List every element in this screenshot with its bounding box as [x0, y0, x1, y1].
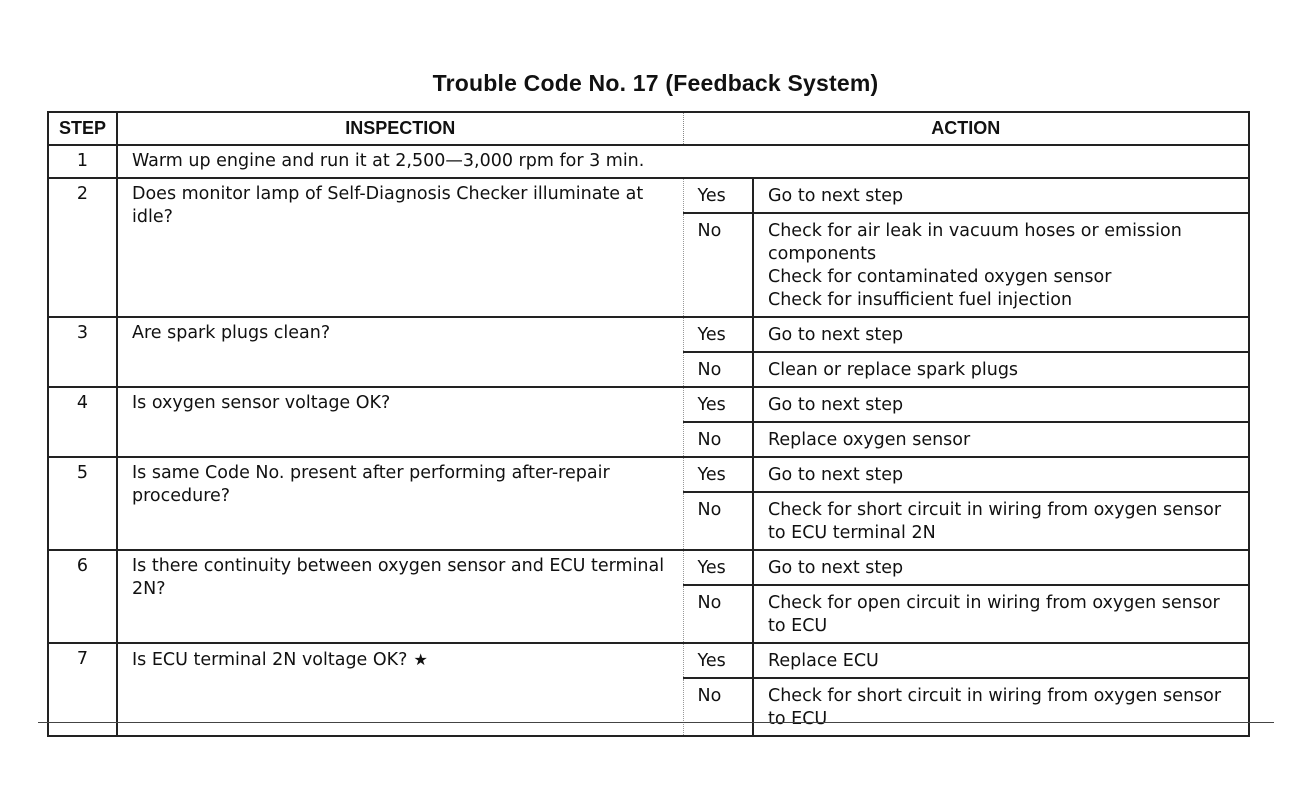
no-label: No [683, 492, 753, 550]
inspection-text: Does monitor lamp of Self-Diagnosis Checker illuminate at idle? [117, 178, 683, 317]
yes-action: Go to next step [753, 178, 1249, 213]
yes-action: Go to next step [753, 550, 1249, 585]
yes-label: Yes [683, 457, 753, 492]
step-number: 2 [48, 178, 117, 317]
no-action-line: Check for air leak in vacuum hoses or emission components [768, 221, 1182, 264]
star-icon: ★ [413, 650, 428, 669]
no-action: Check for open circuit in wiring from oxygen sensor to ECU [753, 585, 1249, 643]
inspection-text: Is ECU terminal 2N voltage OK? [132, 650, 408, 670]
table-row [48, 317, 1249, 352]
no-label: No [683, 352, 753, 387]
no-action-line: Check for contaminated oxygen sensor [768, 267, 1112, 287]
no-action-line: Check for insufficient fuel injection [768, 290, 1073, 310]
step-number: 1 [48, 145, 117, 178]
inspection-text: Is oxygen sensor voltage OK? [117, 387, 683, 457]
header-inspection: INSPECTION [117, 112, 683, 145]
yes-label: Yes [683, 643, 753, 678]
no-action [753, 213, 1249, 317]
no-action: Replace oxygen sensor [753, 422, 1249, 457]
yes-label: Yes [683, 178, 753, 213]
table-row [48, 457, 1249, 492]
step-number: 5 [48, 457, 117, 550]
yes-label: Yes [683, 317, 753, 352]
bottom-rule [38, 722, 1274, 723]
no-label: No [683, 585, 753, 643]
step-number: 4 [48, 387, 117, 457]
table-header-row [48, 112, 1249, 145]
table-row [48, 643, 1249, 678]
step-number: 7 [48, 643, 117, 736]
no-label: No [683, 678, 753, 736]
yes-action: Go to next step [753, 457, 1249, 492]
no-action: Check for short circuit in wiring from oxygen sensor to ECU terminal 2N [753, 492, 1249, 550]
inspection-text: Are spark plugs clean? [117, 317, 683, 387]
step-number: 6 [48, 550, 117, 643]
header-step: STEP [48, 112, 117, 145]
yes-action: Replace ECU [753, 643, 1249, 678]
yes-action: Go to next step [753, 317, 1249, 352]
header-action: ACTION [683, 112, 1249, 145]
page-title: Trouble Code No. 17 (Feedback System) [432, 70, 879, 96]
inspection-text: Warm up engine and run it at 2,500—3,000 rpm for 3 min. [117, 145, 1249, 178]
no-label: No [683, 213, 753, 317]
yes-action: Go to next step [753, 387, 1249, 422]
yes-label: Yes [683, 550, 753, 585]
trouble-code-table [47, 111, 1250, 737]
no-label: No [683, 422, 753, 457]
step-number: 3 [48, 317, 117, 387]
inspection-text: Is same Code No. present after performing after-repair procedure? [117, 457, 683, 550]
inspection-text: Is there continuity between oxygen sensor and ECU terminal 2N? [117, 550, 683, 643]
yes-label: Yes [683, 387, 753, 422]
no-action: Check for short circuit in wiring from oxygen sensor to ECU [753, 678, 1249, 736]
no-action: Clean or replace spark plugs [753, 352, 1249, 387]
table-row [48, 178, 1249, 213]
table-row [48, 550, 1249, 585]
table-row [48, 387, 1249, 422]
table-row [48, 145, 1249, 178]
